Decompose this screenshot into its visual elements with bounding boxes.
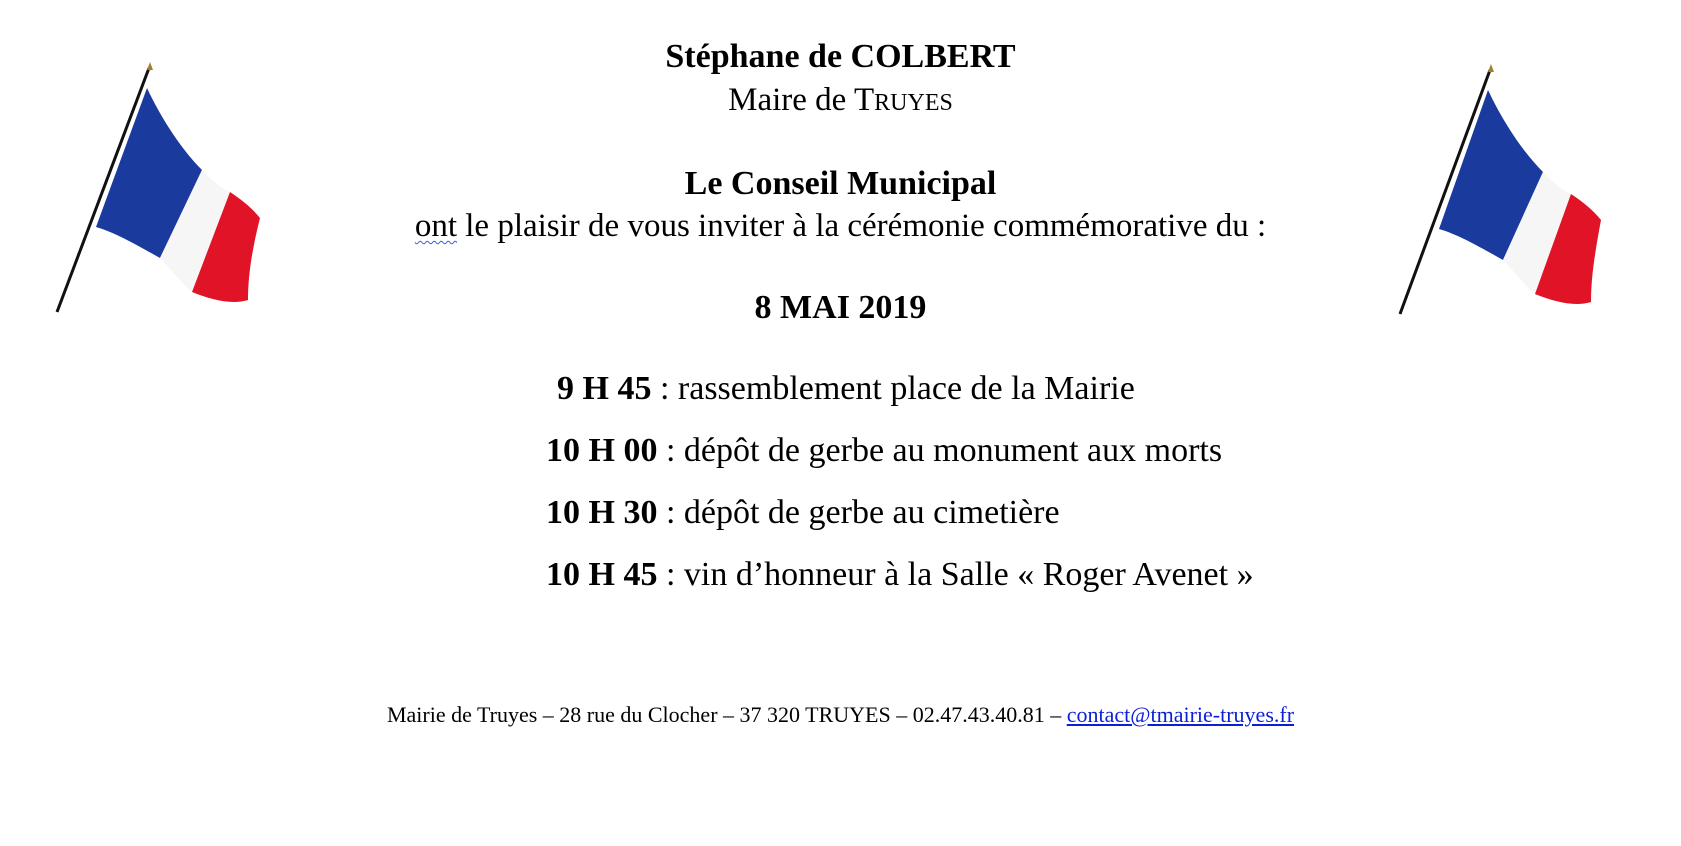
- program-activity: : rassemblement place de la Mairie: [651, 370, 1135, 407]
- footer-email-link[interactable]: contact@tmairie-truyes.fr: [1066, 702, 1295, 727]
- invitation-first-word: ont: [414, 208, 457, 244]
- invitation-text: [0, 208, 1681, 245]
- program-time: 10 H 00: [546, 432, 658, 469]
- mayor-title-prefix: Maire de: [728, 82, 854, 118]
- program-time: 10 H 45: [546, 556, 658, 593]
- program-time: 9 H 45: [557, 370, 652, 407]
- council-heading: Le Conseil Municipal: [684, 165, 997, 202]
- footer-address: Mairie de Truyes – 28 rue du Clocher – 37 320 TRUYES – 02.47.43.40.81 –: [386, 702, 1067, 727]
- ceremony-date: 8 MAI 2019: [754, 289, 927, 326]
- program-item: [557, 370, 1135, 408]
- program-item: [546, 494, 1060, 532]
- mayor-town-initial: T: [854, 82, 875, 118]
- invitation-rest: le plaisir de vous inviter à la cérémonie commémorative du :: [457, 208, 1267, 244]
- footer-contact: [0, 702, 1681, 728]
- mayor-town-rest: RUYES: [874, 90, 953, 116]
- mayor-title: [0, 82, 1681, 119]
- program-activity: : dépôt de gerbe au cimetière: [657, 494, 1060, 531]
- program-item: [546, 556, 1254, 594]
- mayor-name: Stéphane de COLBERT: [665, 38, 1016, 75]
- program-activity: : vin d’honneur à la Salle « Roger Avenet »: [657, 556, 1254, 593]
- program-activity: : dépôt de gerbe au monument aux morts: [657, 432, 1223, 469]
- program-item: [546, 432, 1222, 470]
- program-time: 10 H 30: [546, 494, 658, 531]
